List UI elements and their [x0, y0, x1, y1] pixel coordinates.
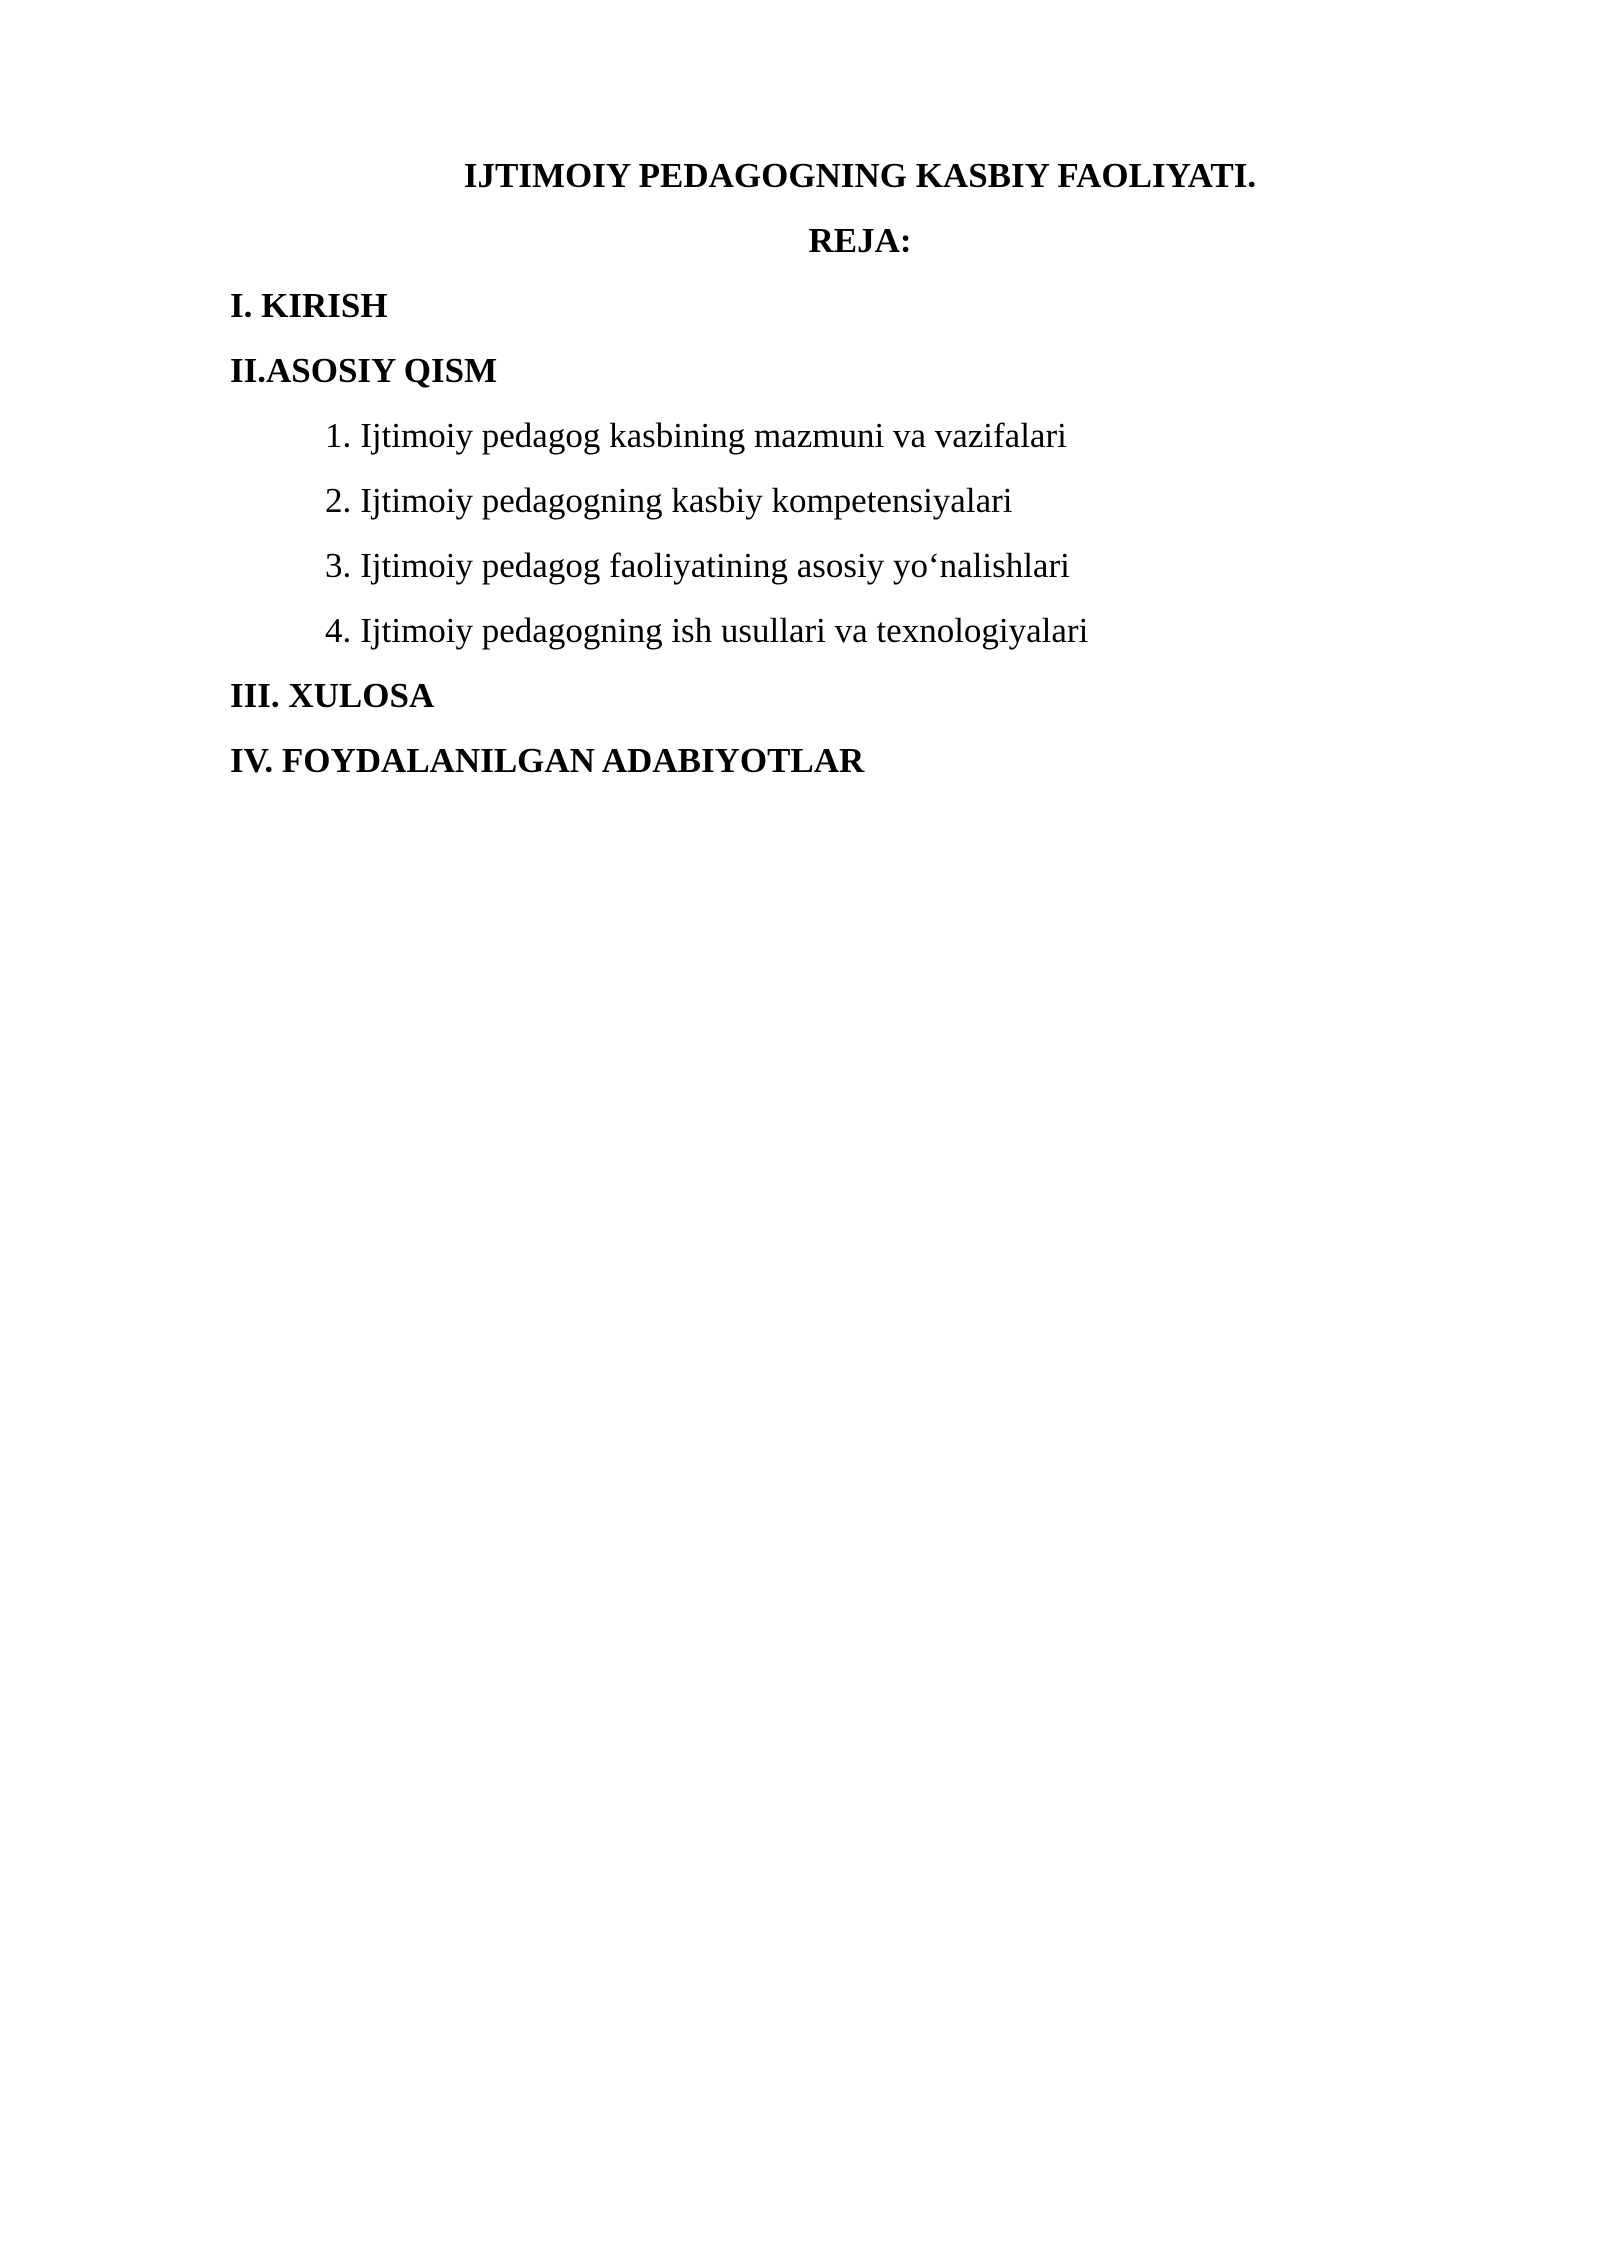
list-item-text: Ijtimoiy pedagog kasbining mazmuni va vazifalari [360, 416, 1067, 455]
list-item [325, 412, 1088, 477]
section-introduction: I. KIRISH [230, 286, 388, 325]
list-item-text: Ijtimoiy pedagogning ish usullari va texnologiyalari [360, 611, 1089, 650]
list-item-number: 2. [325, 481, 352, 520]
list-item [325, 477, 1088, 542]
section-main-part: II.ASOSIY QISM [230, 351, 498, 390]
list-item-number: 3. [325, 546, 352, 585]
list-item [325, 542, 1088, 607]
list-item-number: 4. [325, 611, 352, 650]
main-part-subsection-list [325, 412, 1088, 672]
list-item [325, 607, 1088, 672]
list-item-text: Ijtimoiy pedagogning kasbiy kompetensiyalari [360, 481, 1013, 520]
section-conclusion: III. XULOSA [230, 676, 435, 715]
document-title: IJTIMOIY PEDAGOGNING KASBIY FAOLIYATI. [463, 156, 1257, 195]
list-item-text: Ijtimoiy pedagog faoliyatining asosiy yo‘nalishlari [360, 546, 1070, 585]
plan-heading: REJA: [808, 221, 912, 260]
section-references: IV. FOYDALANILGAN ADABIYOTLAR [230, 741, 865, 780]
list-item-number: 1. [325, 416, 352, 455]
